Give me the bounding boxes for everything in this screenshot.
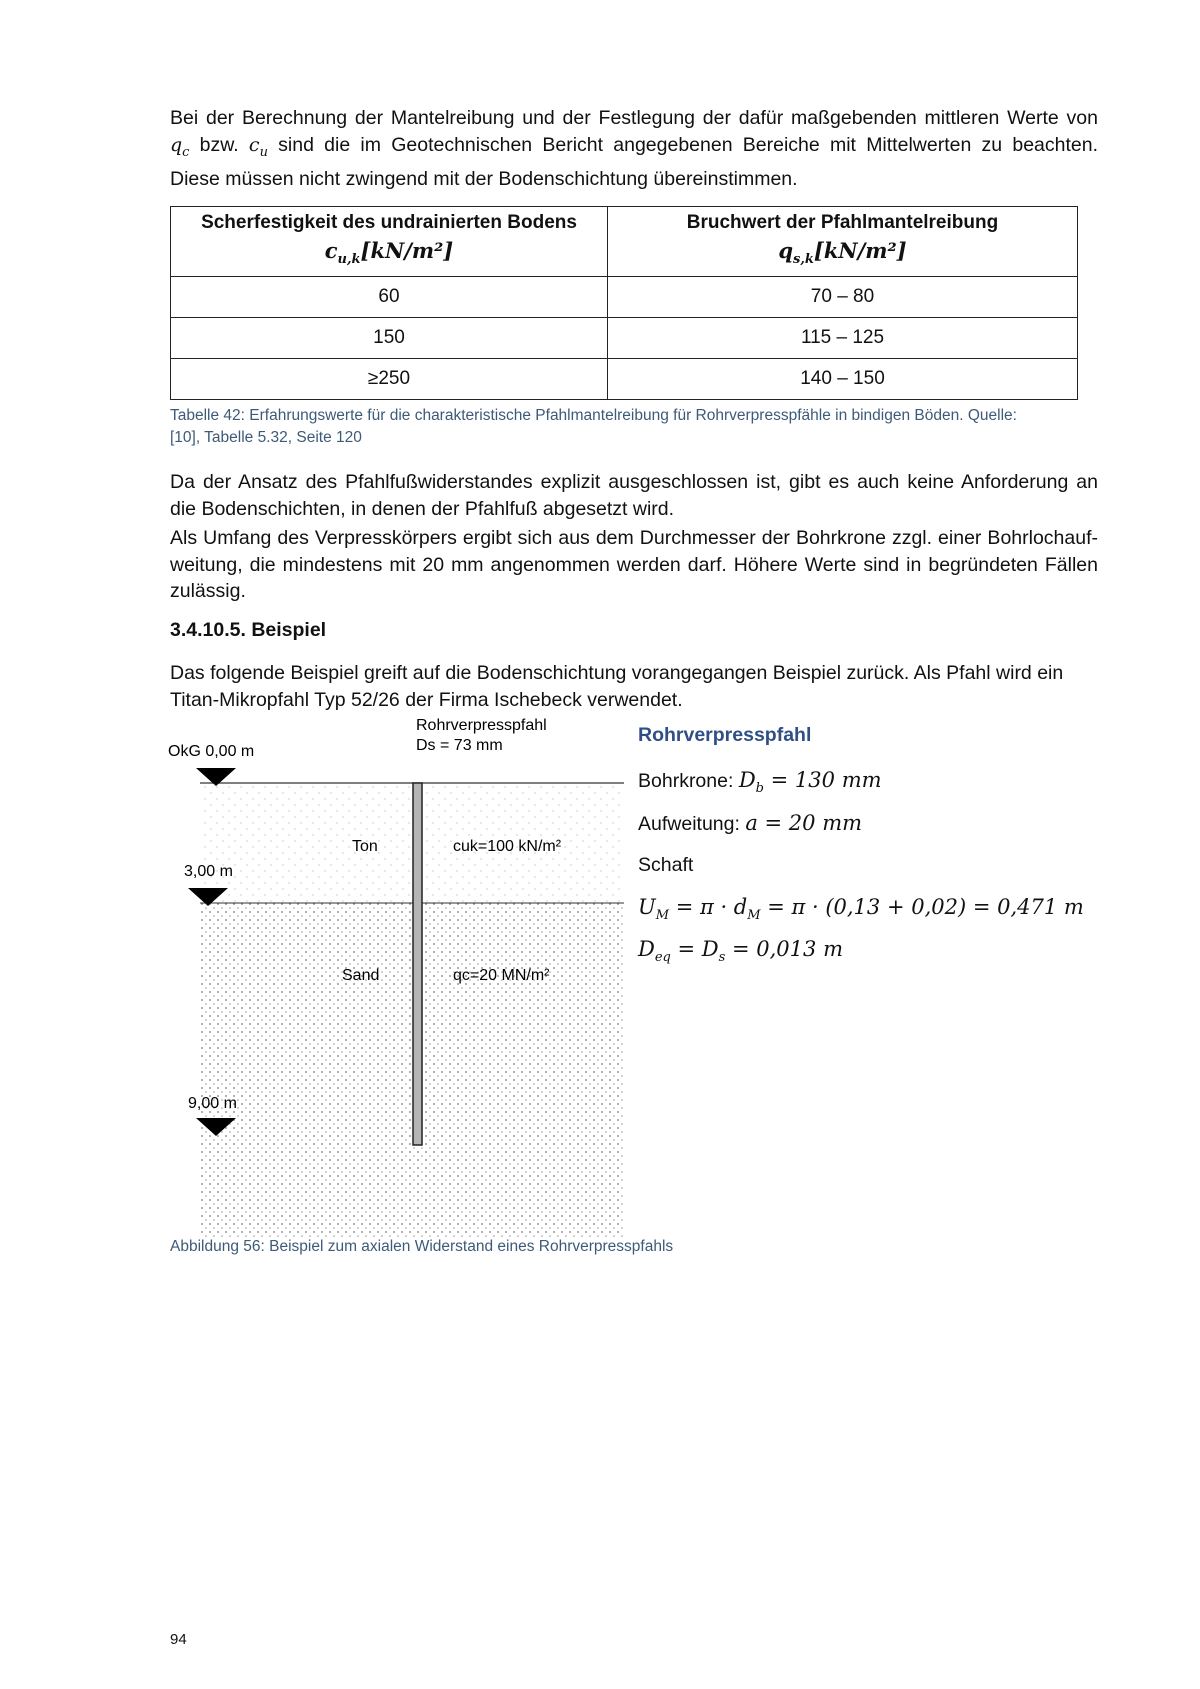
table-row (171, 359, 1078, 400)
table-header-row (171, 207, 1078, 277)
friction-table (170, 206, 1078, 400)
table-header-cu: Scherfestigkeit des undrainierten Bodens $c_{u,k}[kN/m^2]$ (171, 207, 608, 277)
calc-schaft: Schaft (638, 854, 694, 876)
sand-layer (200, 903, 624, 1238)
calc-bohrkrone: Bohrkrone: $D_b = 130$ mm (638, 768, 882, 797)
paragraph-foot-resistance: Da der Ansatz des Pfahlfußwiderstandes explizit ausgeschlossen ist, gibt es auch keine Anforderung an die Bodenschichten, in denen der Pfahlfuß abgesetzt wird. (170, 471, 1098, 520)
intro-line-2: $q_c$ bzw. $c_u$ sind die im Geotechnischen Bericht angegebenen Bereiche mit Mittelwerten zu beachten. (170, 133, 1098, 160)
calc-aufweitung: Aufweitung: a = 20 mm (638, 811, 863, 835)
layer-1-value: cuk=100 kN/m² (453, 838, 562, 855)
pile-label-diameter: Ds = 73 mm (416, 737, 503, 754)
layer-1-name: Ton (352, 838, 378, 855)
table-row (171, 318, 1078, 359)
pile-label-name: Rohrverpresspfahl (416, 718, 547, 734)
calculation-block (638, 724, 1098, 966)
table-cell-cu: ≥250 (171, 359, 608, 400)
level-2-label: 9,00 m (188, 1095, 237, 1112)
pile-shaft (413, 783, 422, 1145)
table-cell-qs: 115 – 125 (608, 318, 1078, 359)
intro-line-1: Bei der Berechnung der Mantelreibung und der Festlegung der dafür maßgebenden mittleren Werte von (170, 107, 1098, 129)
paragraph-example: Das folgende Beispiel greift auf die Bodenschichtung vorangegangen Beispiel zurück. Als Pfahl wird ein Titan-Mikropfahl Typ 52/26 der Firma Ischebeck verwendet. (170, 662, 1064, 711)
figure-caption: Abbildung 56: Beispiel zum axialen Widerstand eines Rohrverpresspfahls (170, 1238, 674, 1255)
level-0-label: OkG 0,00 m (168, 743, 255, 760)
table-cell-qs: 70 – 80 (608, 277, 1078, 318)
paragraph-perimeter: Als Umfang des Verpresskörpers ergibt sich aus dem Durchmesser der Bohrkrone zzgl. einer Bohrlochauf- weitung, die mindestens mit 20 mm angenommen werden darf. Höhere Werte sind in begründeten Fällen zulässig. (170, 527, 1098, 602)
layer-2-name: Sand (342, 967, 380, 984)
table-cell-qs: 140 – 150 (608, 359, 1078, 400)
level-1-label: 3,00 m (184, 863, 233, 880)
table-cell-cu: 150 (171, 318, 608, 359)
layer-2-value: qc=20 MN/m² (453, 967, 550, 984)
calc-deq: $D_{eq} = D_s = 0,013$ m (638, 937, 843, 966)
cu-unit: $c_{u,k}[kN/m^2]$ (324, 237, 454, 268)
qs-unit: $q_{s,k}[kN/m^2]$ (778, 237, 907, 268)
calc-title: Rohrverpresspfahl (638, 724, 812, 746)
table-header-qs: Bruchwert der Pfahlmantelreibung $q_{s,k}[kN/m^2]$ (608, 207, 1078, 277)
intro-paragraph (170, 105, 1098, 192)
table-cell-cu: 60 (171, 277, 608, 318)
intro-line-3: Diese müssen nicht zwingend mit der Bodenschichtung übereinstimmen. (170, 167, 798, 190)
section-heading: 3.4.10.5. Beispiel (170, 619, 327, 641)
soil-profile-figure (160, 718, 640, 1238)
table-row (171, 277, 1078, 318)
page-number: 94 (170, 1631, 187, 1648)
table-caption: Tabelle 42: Erfahrungswerte für die charakteristische Pfahlmantelreibung für Rohrverpresspfähle in bindigen Böden. Quelle: [10], Tabelle 5.32, Seite 120 (170, 407, 1017, 446)
calc-um: $U_M = \pi \cdot d_M = \pi \cdot (0,13 + 0,02) = 0,471$ m (638, 895, 1084, 924)
